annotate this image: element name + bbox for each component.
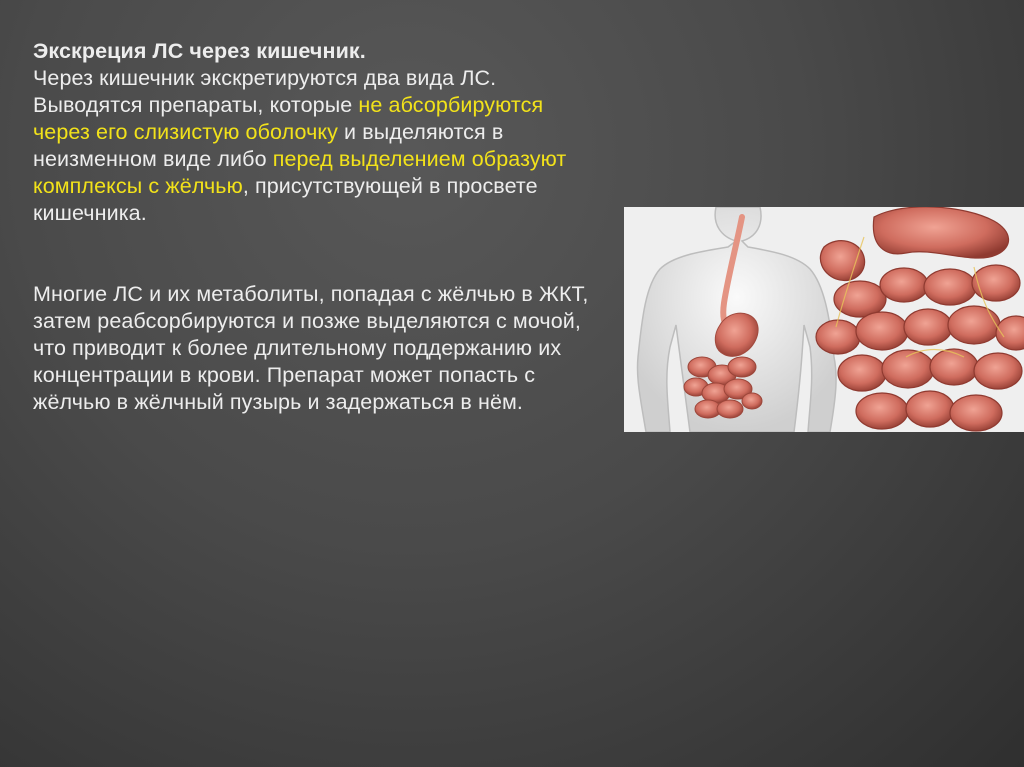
excretion-text-3: , присутствующей в просвете кишечника.	[33, 174, 538, 225]
excretion-text-2: и выделяются в неизменном виде либо	[33, 120, 504, 171]
slide-title: Экскреция ЛС через кишечник.	[33, 39, 366, 63]
digestive-system-illustration	[624, 207, 1024, 432]
small-intestines-icon	[684, 357, 762, 418]
intro-paragraph: Через кишечник экскретируются два вида ЛС.	[33, 66, 497, 90]
text-block	[33, 38, 605, 416]
excretion-paragraph	[33, 92, 605, 227]
highlight-not-absorbed: не абсорбируются через его слизистую оболочку	[33, 93, 544, 144]
excretion-text-1: Выводятся препараты, которые	[33, 93, 359, 117]
reabsorption-paragraph: Многие ЛС и их метаболиты, попадая с жёлчью в ЖКТ, затем реабсорбируются и позже выделяются с мочой, что приводит к более длительному поддержанию их концентрации в крови. Препарат может попасть с жёлчью в жёлчный пузырь и задержаться в нём.	[33, 282, 589, 414]
highlight-bile-complexes: перед выделением образуют комплексы с жёлчью	[33, 147, 567, 198]
